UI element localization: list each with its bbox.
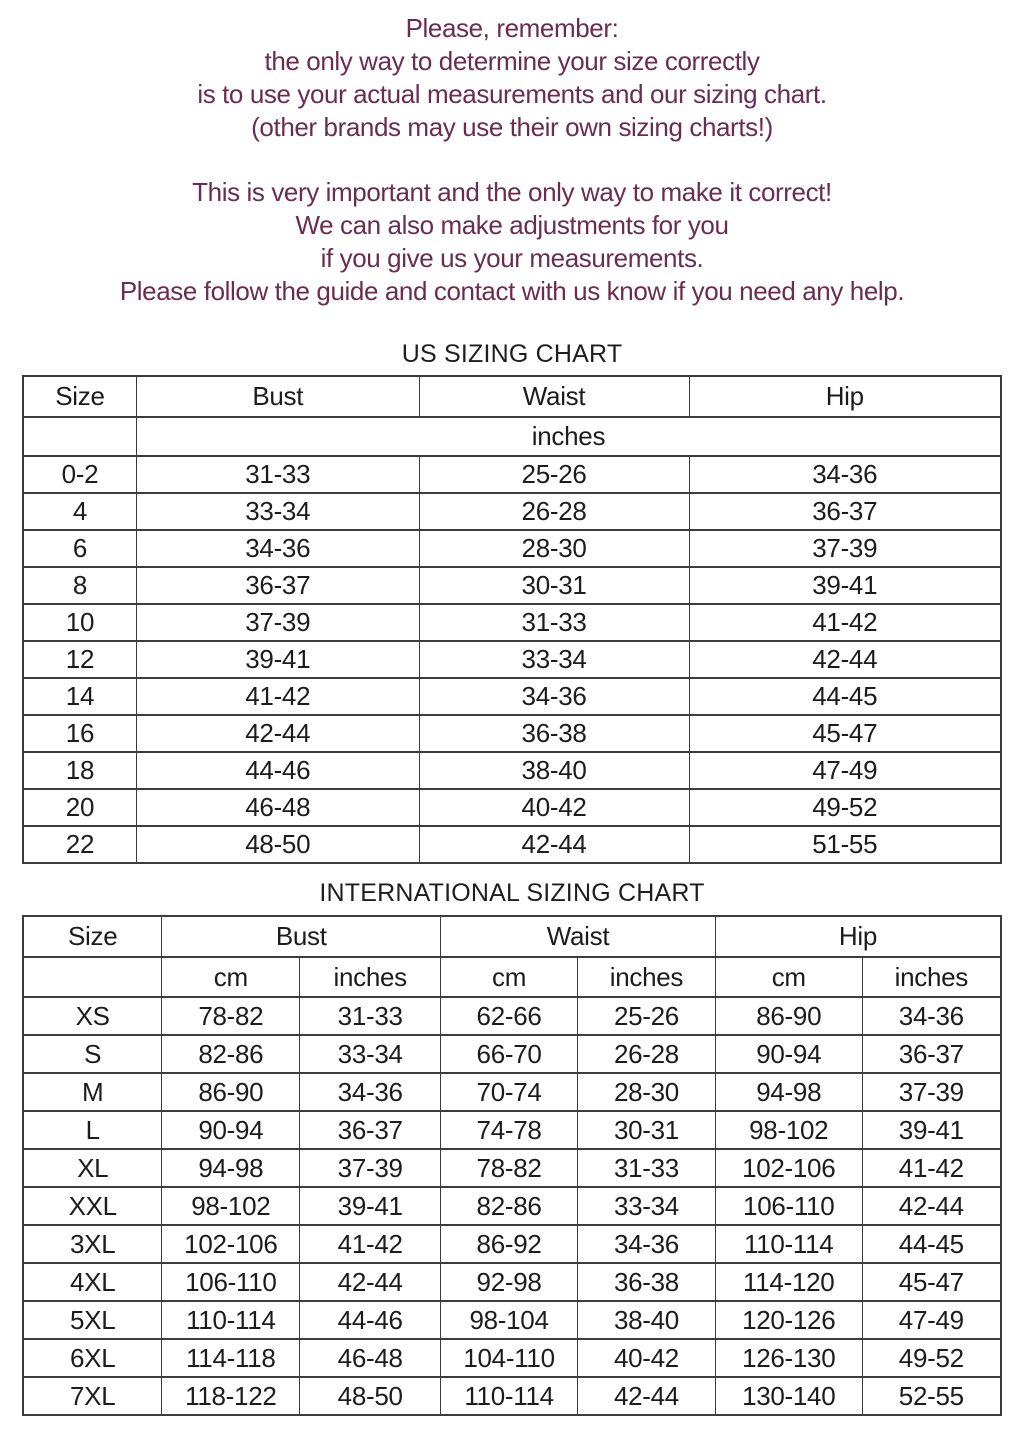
intl-table-body — [23, 997, 1001, 1415]
table-row — [23, 1149, 1001, 1187]
table-cell: 26-28 — [578, 1035, 716, 1073]
table-cell: 33-34 — [578, 1187, 716, 1225]
table-cell: 66-70 — [441, 1035, 578, 1073]
table-cell: 34-36 — [136, 530, 419, 567]
table-cell: 45-47 — [862, 1263, 1001, 1301]
table-cell: 36-37 — [300, 1111, 441, 1149]
table-cell: 30-31 — [419, 567, 689, 604]
table-cell: 98-102 — [162, 1187, 300, 1225]
table-row — [23, 604, 1001, 641]
table-row — [23, 1339, 1001, 1377]
table-cell: 25-26 — [419, 456, 689, 493]
table-row — [23, 678, 1001, 715]
table-cell: 14 — [23, 678, 136, 715]
table-row — [23, 641, 1001, 678]
table-cell: 48-50 — [300, 1377, 441, 1415]
table-cell: 36-37 — [136, 567, 419, 604]
intro-text — [22, 12, 1002, 308]
table-cell: 6 — [23, 530, 136, 567]
table-cell: 82-86 — [441, 1187, 578, 1225]
table-cell: 49-52 — [862, 1339, 1001, 1377]
table-cell: 94-98 — [162, 1149, 300, 1187]
table-cell: 42-44 — [689, 641, 1001, 678]
table-cell: 78-82 — [162, 997, 300, 1035]
table-cell: 41-42 — [862, 1149, 1001, 1187]
text-line: Please, remember: — [405, 13, 619, 43]
table-cell: 3XL — [23, 1225, 162, 1263]
table-cell: 82-86 — [162, 1035, 300, 1073]
table-cell: 38-40 — [578, 1301, 716, 1339]
table-cell: 48-50 — [136, 826, 419, 863]
table-cell: 8 — [23, 567, 136, 604]
table-cell: 18 — [23, 752, 136, 789]
table-cell: 98-104 — [441, 1301, 578, 1339]
us-column-waist: Waist — [419, 376, 689, 417]
table-cell: 110-114 — [441, 1377, 578, 1415]
table-cell: 34-36 — [862, 997, 1001, 1035]
intl-waist-cm-label: cm — [441, 957, 578, 997]
table-cell: 42-44 — [862, 1187, 1001, 1225]
table-cell: 92-98 — [441, 1263, 578, 1301]
table-row — [23, 826, 1001, 863]
intl-bust-inches-label: inches — [300, 957, 441, 997]
us-table-body — [23, 456, 1001, 863]
table-cell: 47-49 — [862, 1301, 1001, 1339]
table-cell: 110-114 — [162, 1301, 300, 1339]
table-cell: 42-44 — [578, 1377, 716, 1415]
table-cell: XL — [23, 1149, 162, 1187]
table-cell: 36-38 — [419, 715, 689, 752]
table-cell: 94-98 — [715, 1073, 862, 1111]
table-cell: 30-31 — [578, 1111, 716, 1149]
table-cell: 37-39 — [300, 1149, 441, 1187]
intl-chart-title: INTERNATIONAL SIZING CHART — [319, 879, 705, 907]
table-cell: 4 — [23, 493, 136, 530]
table-cell: 0-2 — [23, 456, 136, 493]
table-cell: 4XL — [23, 1263, 162, 1301]
table-cell: 12 — [23, 641, 136, 678]
intl-units-row — [23, 957, 1001, 997]
table-cell: 70-74 — [441, 1073, 578, 1111]
table-cell: XS — [23, 997, 162, 1035]
table-cell: 130-140 — [715, 1377, 862, 1415]
table-row — [23, 1225, 1001, 1263]
table-cell: 33-34 — [136, 493, 419, 530]
table-row — [23, 1301, 1001, 1339]
table-cell: 37-39 — [136, 604, 419, 641]
table-cell: 114-120 — [715, 1263, 862, 1301]
intl-column-bust: Bust — [162, 916, 441, 957]
table-cell: 49-52 — [689, 789, 1001, 826]
table-cell: 106-110 — [162, 1263, 300, 1301]
table-cell: 40-42 — [578, 1339, 716, 1377]
table-cell: 120-126 — [715, 1301, 862, 1339]
table-cell: 36-37 — [862, 1035, 1001, 1073]
us-column-size: Size — [23, 376, 136, 417]
table-cell: 44-46 — [136, 752, 419, 789]
table-cell: 39-41 — [689, 567, 1001, 604]
table-cell: 33-34 — [419, 641, 689, 678]
intro-paragraph-1 — [22, 12, 1002, 144]
table-cell: 46-48 — [136, 789, 419, 826]
table-cell: 86-92 — [441, 1225, 578, 1263]
table-row — [23, 997, 1001, 1035]
table-cell: 6XL — [23, 1339, 162, 1377]
us-units-empty-cell — [23, 417, 136, 456]
table-cell: 38-40 — [419, 752, 689, 789]
table-cell: 22 — [23, 826, 136, 863]
table-row — [23, 493, 1001, 530]
table-cell: 16 — [23, 715, 136, 752]
table-cell: 102-106 — [715, 1149, 862, 1187]
table-cell: 86-90 — [162, 1073, 300, 1111]
table-cell: 110-114 — [715, 1225, 862, 1263]
us-column-hip: Hip — [689, 376, 1001, 417]
table-cell: 31-33 — [578, 1149, 716, 1187]
intro-paragraph-2 — [22, 176, 1002, 308]
intl-hip-cm-label: cm — [715, 957, 862, 997]
table-row — [23, 1263, 1001, 1301]
table-cell: 98-102 — [715, 1111, 862, 1149]
table-cell: 44-45 — [689, 678, 1001, 715]
table-cell: 7XL — [23, 1377, 162, 1415]
table-cell: 106-110 — [715, 1187, 862, 1225]
table-cell: 37-39 — [689, 530, 1001, 567]
table-cell: 41-42 — [300, 1225, 441, 1263]
intl-units-empty-cell — [23, 957, 162, 997]
table-cell: 44-45 — [862, 1225, 1001, 1263]
table-cell: 86-90 — [715, 997, 862, 1035]
table-row — [23, 1035, 1001, 1073]
text-line: We can also make adjustments for you — [295, 210, 729, 240]
table-row — [23, 1073, 1001, 1111]
table-cell: 39-41 — [136, 641, 419, 678]
table-cell: 37-39 — [862, 1073, 1001, 1111]
table-row — [23, 1187, 1001, 1225]
table-cell: 31-33 — [136, 456, 419, 493]
table-cell: 39-41 — [300, 1187, 441, 1225]
table-cell: 36-37 — [689, 493, 1001, 530]
table-cell: 42-44 — [136, 715, 419, 752]
table-cell: L — [23, 1111, 162, 1149]
table-cell: 28-30 — [419, 530, 689, 567]
us-table-header — [23, 376, 1001, 456]
table-row — [23, 789, 1001, 826]
table-cell: 26-28 — [419, 493, 689, 530]
table-cell: 41-42 — [689, 604, 1001, 641]
table-cell: 42-44 — [419, 826, 689, 863]
table-cell: 25-26 — [578, 997, 716, 1035]
table-cell: 34-36 — [419, 678, 689, 715]
table-cell: 34-36 — [300, 1073, 441, 1111]
table-cell: 34-36 — [578, 1225, 716, 1263]
table-cell: 114-118 — [162, 1339, 300, 1377]
table-cell: S — [23, 1035, 162, 1073]
intl-table-header — [23, 916, 1001, 997]
table-cell: 47-49 — [689, 752, 1001, 789]
table-row — [23, 1111, 1001, 1149]
text-line: Please follow the guide and contact with us know if you need any help. — [119, 276, 905, 306]
intl-bust-cm-label: cm — [162, 957, 300, 997]
table-cell: 36-38 — [578, 1263, 716, 1301]
us-chart-title: US SIZING CHART — [401, 340, 623, 368]
table-cell: 28-30 — [578, 1073, 716, 1111]
table-cell: 52-55 — [862, 1377, 1001, 1415]
table-cell: 90-94 — [162, 1111, 300, 1149]
intl-header-row — [23, 916, 1001, 957]
table-cell: 118-122 — [162, 1377, 300, 1415]
table-cell: 42-44 — [300, 1263, 441, 1301]
table-cell: 5XL — [23, 1301, 162, 1339]
table-cell: 104-110 — [441, 1339, 578, 1377]
us-header-row — [23, 376, 1001, 417]
table-cell: 31-33 — [300, 997, 441, 1035]
table-cell: 20 — [23, 789, 136, 826]
table-row — [23, 567, 1001, 604]
us-sizing-table — [22, 375, 1002, 864]
table-cell: 78-82 — [441, 1149, 578, 1187]
table-cell: 34-36 — [689, 456, 1001, 493]
table-cell: 102-106 — [162, 1225, 300, 1263]
table-cell: 45-47 — [689, 715, 1001, 752]
text-line: if you give us your measurements. — [320, 243, 704, 273]
text-line: This is very important and the only way to make it correct! — [192, 177, 832, 207]
table-cell: 74-78 — [441, 1111, 578, 1149]
table-row — [23, 752, 1001, 789]
text-line: (other brands may use their own sizing charts!) — [251, 112, 773, 142]
table-cell: 51-55 — [689, 826, 1001, 863]
intl-hip-inches-label: inches — [862, 957, 1001, 997]
table-cell: XXL — [23, 1187, 162, 1225]
intl-column-size: Size — [23, 916, 162, 957]
intl-waist-inches-label: inches — [578, 957, 716, 997]
table-cell: 126-130 — [715, 1339, 862, 1377]
table-cell: 46-48 — [300, 1339, 441, 1377]
table-cell: 39-41 — [862, 1111, 1001, 1149]
table-row — [23, 456, 1001, 493]
table-cell: 90-94 — [715, 1035, 862, 1073]
intl-column-hip: Hip — [715, 916, 1001, 957]
us-units-label: inches — [136, 417, 1001, 456]
text-line: is to use your actual measurements and our sizing chart. — [197, 79, 827, 109]
table-cell: 31-33 — [419, 604, 689, 641]
table-cell: M — [23, 1073, 162, 1111]
table-cell: 41-42 — [136, 678, 419, 715]
table-cell: 10 — [23, 604, 136, 641]
table-cell: 33-34 — [300, 1035, 441, 1073]
table-row — [23, 530, 1001, 567]
table-cell: 40-42 — [419, 789, 689, 826]
table-cell: 62-66 — [441, 997, 578, 1035]
intl-sizing-table — [22, 915, 1002, 1416]
us-units-row — [23, 417, 1001, 456]
text-line: the only way to determine your size correctly — [264, 46, 760, 76]
table-row — [23, 1377, 1001, 1415]
table-cell: 44-46 — [300, 1301, 441, 1339]
intl-column-waist: Waist — [441, 916, 716, 957]
us-column-bust: Bust — [136, 376, 419, 417]
table-row — [23, 715, 1001, 752]
